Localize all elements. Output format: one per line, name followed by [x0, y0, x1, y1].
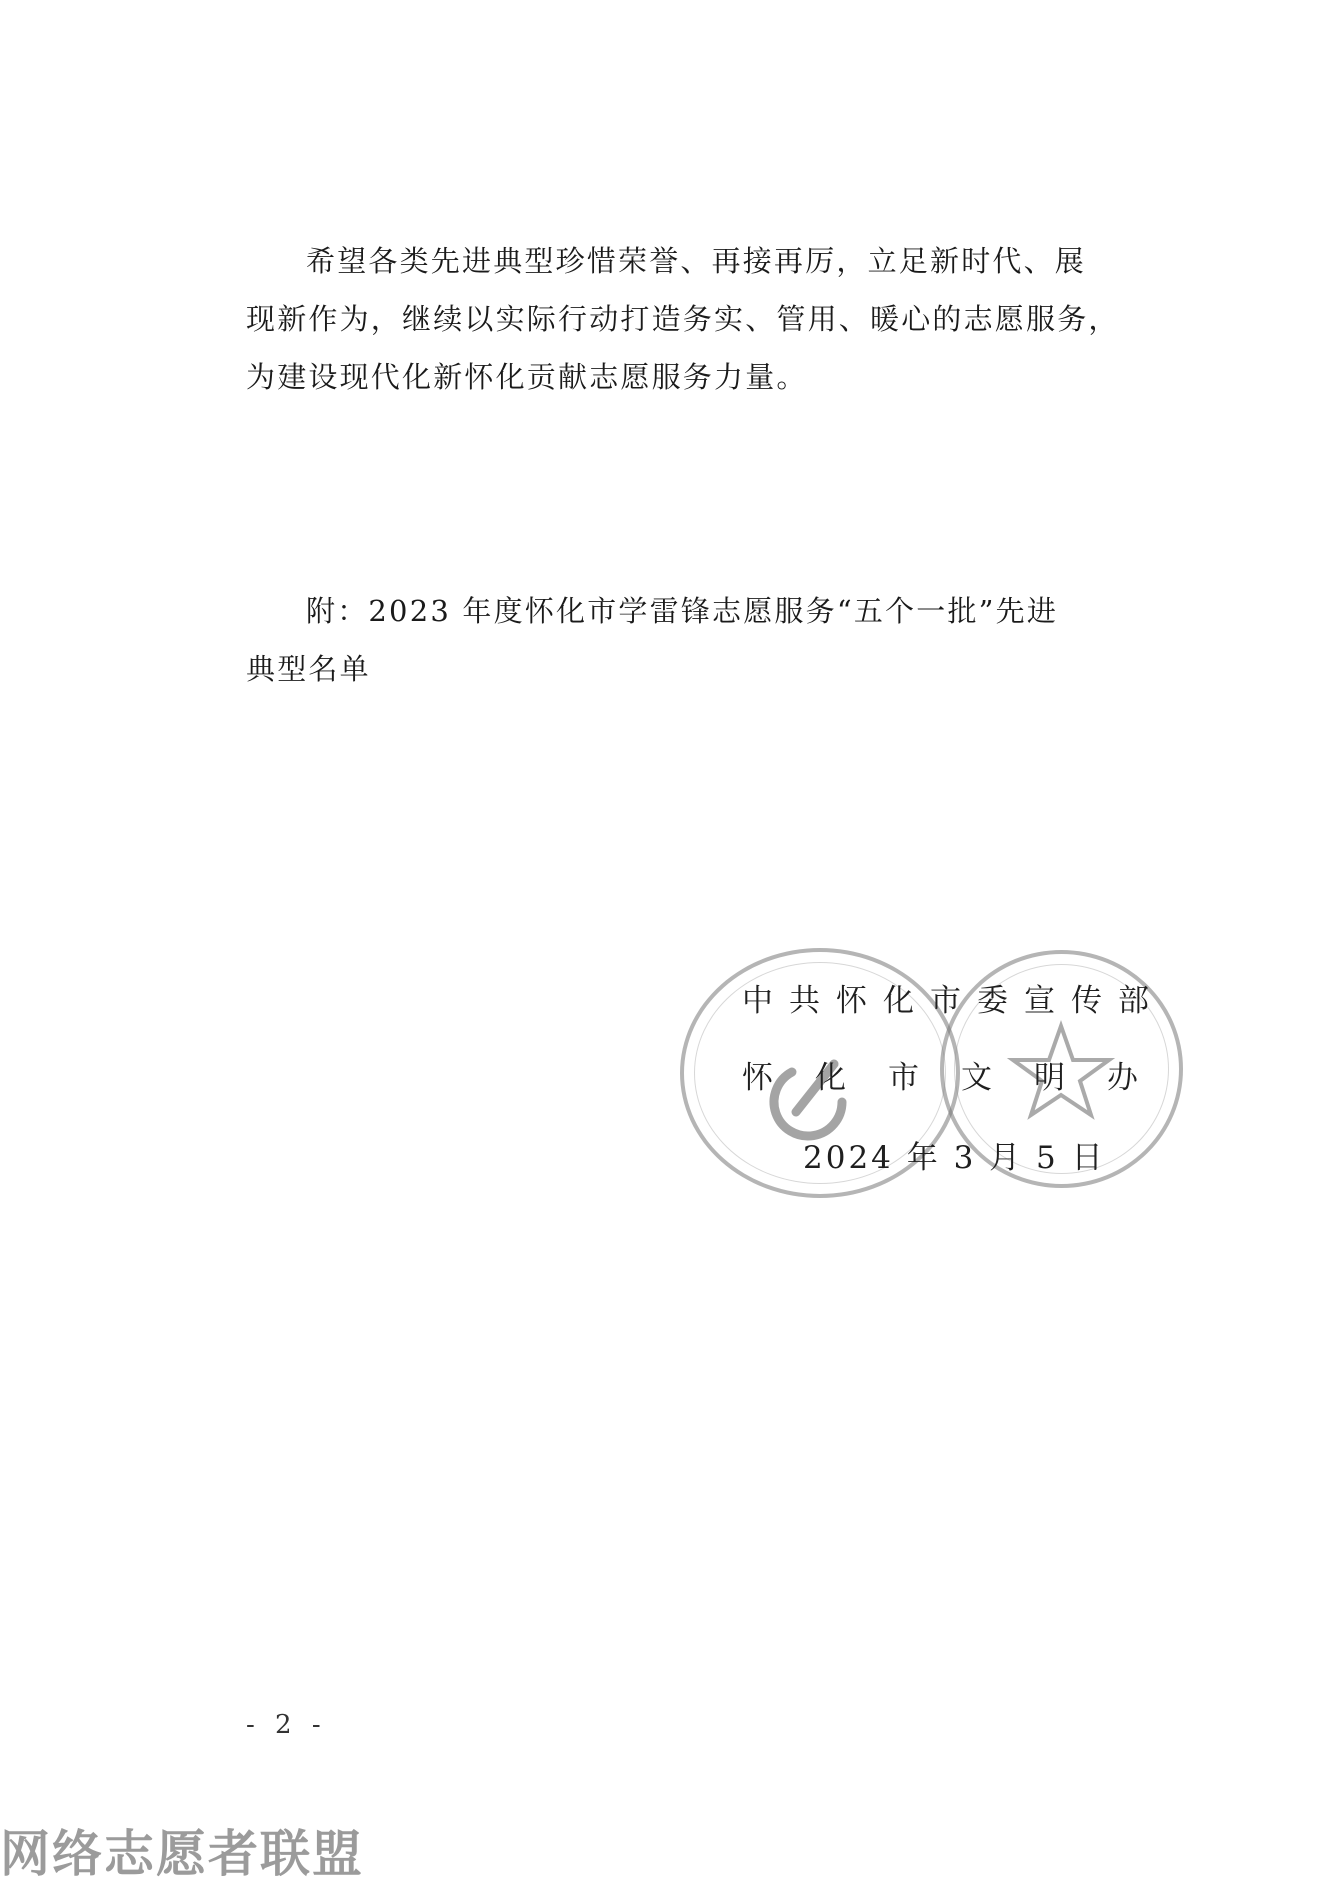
attachment-line: 附：2023 年度怀化市学雷锋志愿服务“五个一批”先进	[306, 594, 1059, 628]
page-number: - 2 -	[246, 1710, 327, 1740]
attachment-line: 典型名单	[246, 652, 371, 686]
paragraph-line: 希望各类先进典型珍惜荣誉、再接再厉，立足新时代、展	[306, 244, 1087, 278]
paragraph-line: 现新作为，继续以实际行动打造务实、管用、暖心的志愿服务，	[246, 302, 1120, 336]
watermark: 网络志愿者联盟	[0, 1825, 364, 1883]
attachment-note	[246, 582, 1146, 698]
signature-org-civilization-office: 怀化市文明办	[742, 1060, 1180, 1096]
body-paragraph	[246, 232, 1146, 406]
paragraph-line: 为建设现代化新怀化贡献志愿服务力量。	[246, 360, 808, 394]
signature-org-propaganda: 中共怀化市委宣传部	[742, 983, 1165, 1019]
signature-date: 2024 年 3 月 5 日	[803, 1140, 1106, 1176]
